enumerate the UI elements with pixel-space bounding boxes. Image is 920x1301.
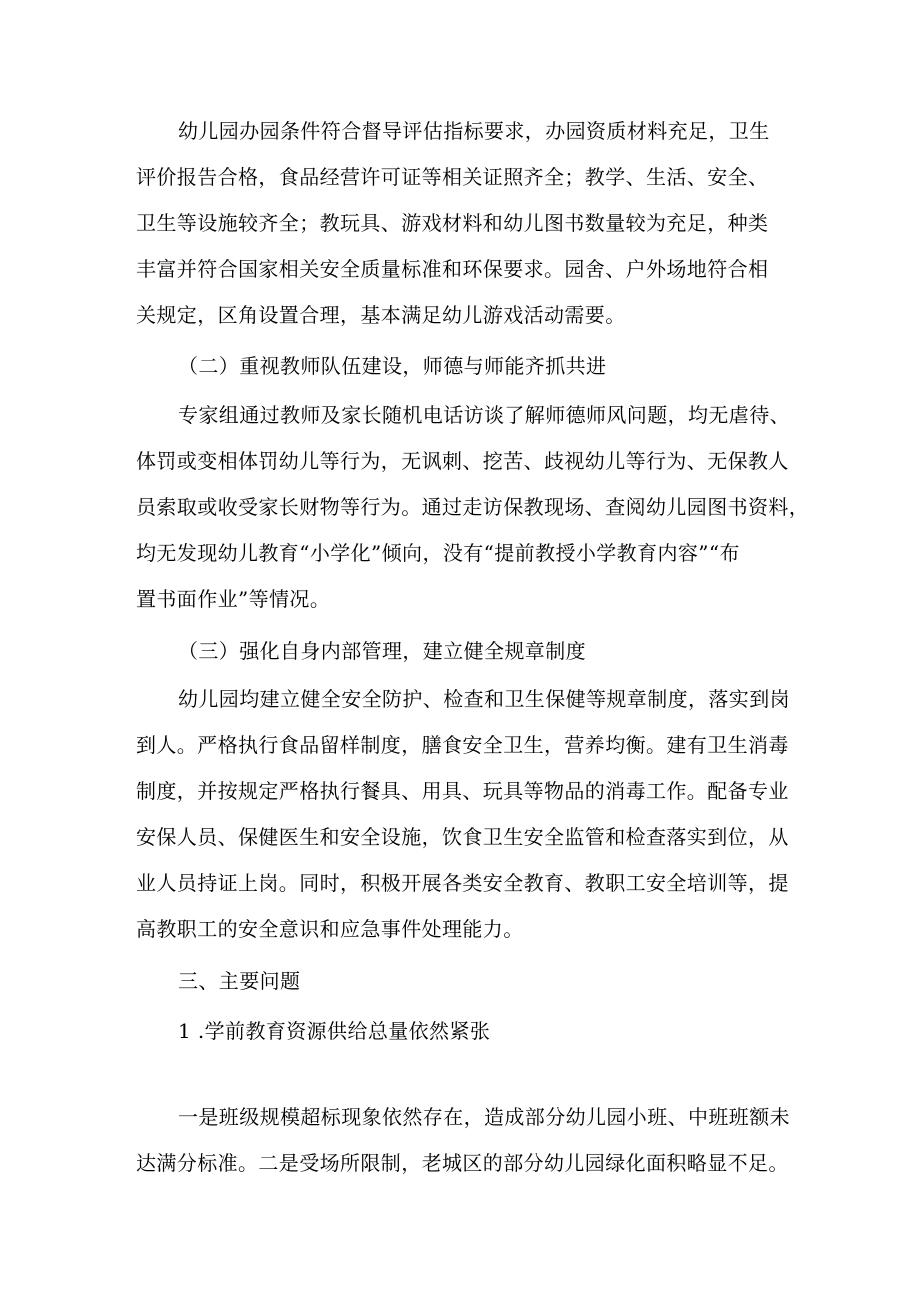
section-title-main-problems: 三、主要问题 xyxy=(178,969,301,993)
section-heading-3: （三）强化自身内部管理，建立健全规章制度 xyxy=(178,639,586,663)
paragraph-2-line-5: 置书面作业”等情况。 xyxy=(136,587,331,611)
paragraph-3-line-4: 安保人员、保健医生和安全设施，饮食卫生安全监管和检查落实到位，从 xyxy=(136,825,789,849)
paragraph-4-line-2: 达满分标准。二是受场所限制，老城区的部分幼儿园绿化面积略显不足。 xyxy=(136,1151,789,1175)
paragraph-1-line-2: 评价报告合格，食品经营许可证等相关证照齐全；教学、生活、安全、 xyxy=(136,165,769,189)
section-heading-2: （二）重视教师队伍建设，师德与师能齐抓共进 xyxy=(178,354,607,378)
paragraph-2-line-4: 均无发现幼儿教育“小学化”倾向，没有“提前教授小学教育内容”“布 xyxy=(136,541,740,565)
paragraph-1-line-5: 关规定，区角设置合理，基本满足幼儿游戏活动需要。 xyxy=(136,303,626,327)
paragraph-4-line-1: 一是班级规模超标现象依然存在，造成部分幼儿园小班、中班班额未 xyxy=(178,1105,790,1129)
paragraph-2-line-3: 员索取或收受家长财物等行为。通过走访保教现场、查阅幼儿园图书资料， xyxy=(136,495,810,519)
paragraph-3-line-2: 到人。严格执行食品留样制度，膳食安全卫生，营养均衡。建有卫生消毒 xyxy=(136,733,789,757)
paragraph-3-line-6: 高教职工的安全意识和应急事件处理能力。 xyxy=(136,917,524,941)
paragraph-3-line-5: 业人员持证上岗。同时，积极开展各类安全教育、教职工安全培训等，提 xyxy=(136,871,789,895)
subsection-title-1: 1 .学前教育资源供给总量依然紧张 xyxy=(178,1019,491,1043)
paragraph-2-line-2: 体罚或变相体罚幼儿等行为，无讽刺、挖苦、歧视幼儿等行为、无保教人 xyxy=(136,449,789,473)
paragraph-1-line-1: 幼儿园办园条件符合督导评估指标要求，办园资质材料充足，卫生 xyxy=(178,119,770,143)
paragraph-3-line-3: 制度，并按规定严格执行餐具、用具、玩具等物品的消毒工作。配备专业 xyxy=(136,779,789,803)
paragraph-1-line-3: 卫生等设施较齐全；教玩具、游戏材料和幼儿图书数量较为充足，种类 xyxy=(136,211,769,235)
paragraph-3-line-1: 幼儿园均建立健全安全防护、检查和卫生保健等规章制度，落实到岗 xyxy=(178,687,790,711)
paragraph-1-line-4: 丰富并符合国家相关安全质量标准和环保要求。园舍、户外场地符合相 xyxy=(136,257,769,281)
paragraph-2-line-1: 专家组通过教师及家长随机电话访谈了解师德师风问题，均无虐待、 xyxy=(178,403,790,427)
